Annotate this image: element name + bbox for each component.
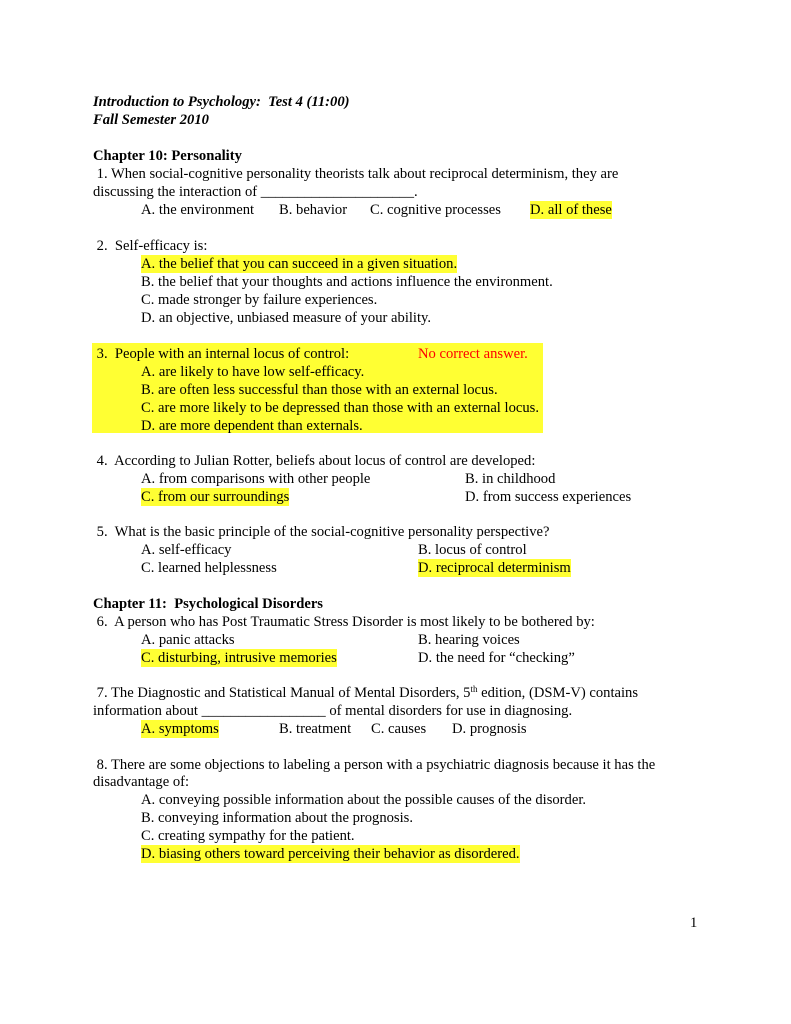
q6-option-a: A. panic attacks [141, 632, 235, 648]
q8-stem-line1: 8. There are some objections to labeling a person with a psychiatric diagnosis because it has the [93, 757, 656, 773]
q7-stem-line1 [93, 684, 638, 702]
q6-stem: 6. A person who has Post Traumatic Stress Disorder is most likely to be bothered by: [93, 614, 595, 630]
chapter-11-heading: Chapter 11: Psychological Disorders [93, 596, 323, 612]
q1-stem-line2: discussing the interaction of _____________________. [93, 184, 418, 200]
q1-option-c: C. cognitive processes [370, 202, 501, 218]
q7-stem-line1-post: edition, (DSM-V) contains [477, 685, 639, 701]
q6-option-c-answer: C. disturbing, intrusive memories [141, 650, 337, 666]
q3-option-a: A. are likely to have low self-efficacy. [141, 364, 365, 380]
q4-option-c-answer: C. from our surroundings [141, 489, 290, 505]
q1-stem-line1: 1. When social-cognitive personality theorists talk about reciprocal determinism, they are [93, 166, 619, 182]
q8-stem-line2: disadvantage of: [93, 774, 190, 790]
q3-no-correct-note: No correct answer. [418, 346, 528, 362]
q6-option-d: D. the need for “checking” [418, 650, 575, 666]
q4-option-a: A. from comparisons with other people [141, 471, 371, 487]
chapter-10-heading: Chapter 10: Personality [93, 148, 242, 164]
q2-option-c: C. made stronger by failure experiences. [141, 292, 378, 308]
q7-option-b: B. treatment [279, 721, 352, 737]
semester-title: Fall Semester 2010 [93, 112, 209, 128]
q2-option-b: B. the belief that your thoughts and actions influence the environment. [141, 274, 553, 290]
q8-option-b: B. conveying information about the prognosis. [141, 810, 413, 826]
q7-stem-superscript: th [470, 684, 478, 694]
q5-option-d-answer: D. reciprocal determinism [418, 560, 571, 576]
q7-option-d: D. prognosis [452, 721, 527, 737]
q4-option-b: B. in childhood [465, 471, 556, 487]
q7-option-a-answer: A. symptoms [141, 721, 219, 737]
q7-option-c: C. causes [371, 721, 427, 737]
q2-option-a-answer: A. the belief that you can succeed in a given situation. [141, 256, 458, 272]
q7-stem-line1-pre: 7. The Diagnostic and Statistical Manual of Mental Disorders, 5 [93, 685, 471, 701]
q3-stem: 3. People with an internal locus of control: [93, 346, 350, 362]
q1-option-a: A. the environment [141, 202, 255, 218]
q5-option-c: C. learned helplessness [141, 560, 277, 576]
page-number: 1 [690, 915, 698, 931]
q3-option-c: C. are more likely to be depressed than those with an external locus. [141, 400, 539, 416]
q2-stem: 2. Self-efficacy is: [93, 238, 208, 254]
test-title: Introduction to Psychology: Test 4 (11:00) [93, 94, 350, 110]
q8-option-d-answer: D. biasing others toward perceiving their behavior as disordered. [141, 846, 520, 862]
q3-option-b: B. are often less successful than those with an external locus. [141, 382, 498, 398]
q5-option-a: A. self-efficacy [141, 542, 232, 558]
q4-option-d: D. from success experiences [465, 489, 632, 505]
q2-option-d: D. an objective, unbiased measure of your ability. [141, 310, 432, 326]
q4-stem: 4. According to Julian Rotter, beliefs about locus of control are developed: [93, 453, 536, 469]
q8-option-a: A. conveying possible information about the possible causes of the disorder. [141, 792, 587, 808]
q8-option-c: C. creating sympathy for the patient. [141, 828, 355, 844]
q5-option-b: B. locus of control [418, 542, 527, 558]
q6-option-b: B. hearing voices [418, 632, 520, 648]
q5-stem: 5. What is the basic principle of the social-cognitive personality perspective? [93, 524, 550, 540]
q1-option-b: B. behavior [279, 202, 348, 218]
q3-option-d: D. are more dependent than externals. [141, 418, 363, 434]
q7-stem-line2: information about _________________ of mental disorders for use in diagnosing. [93, 703, 573, 719]
q1-option-d-answer: D. all of these [530, 202, 612, 218]
